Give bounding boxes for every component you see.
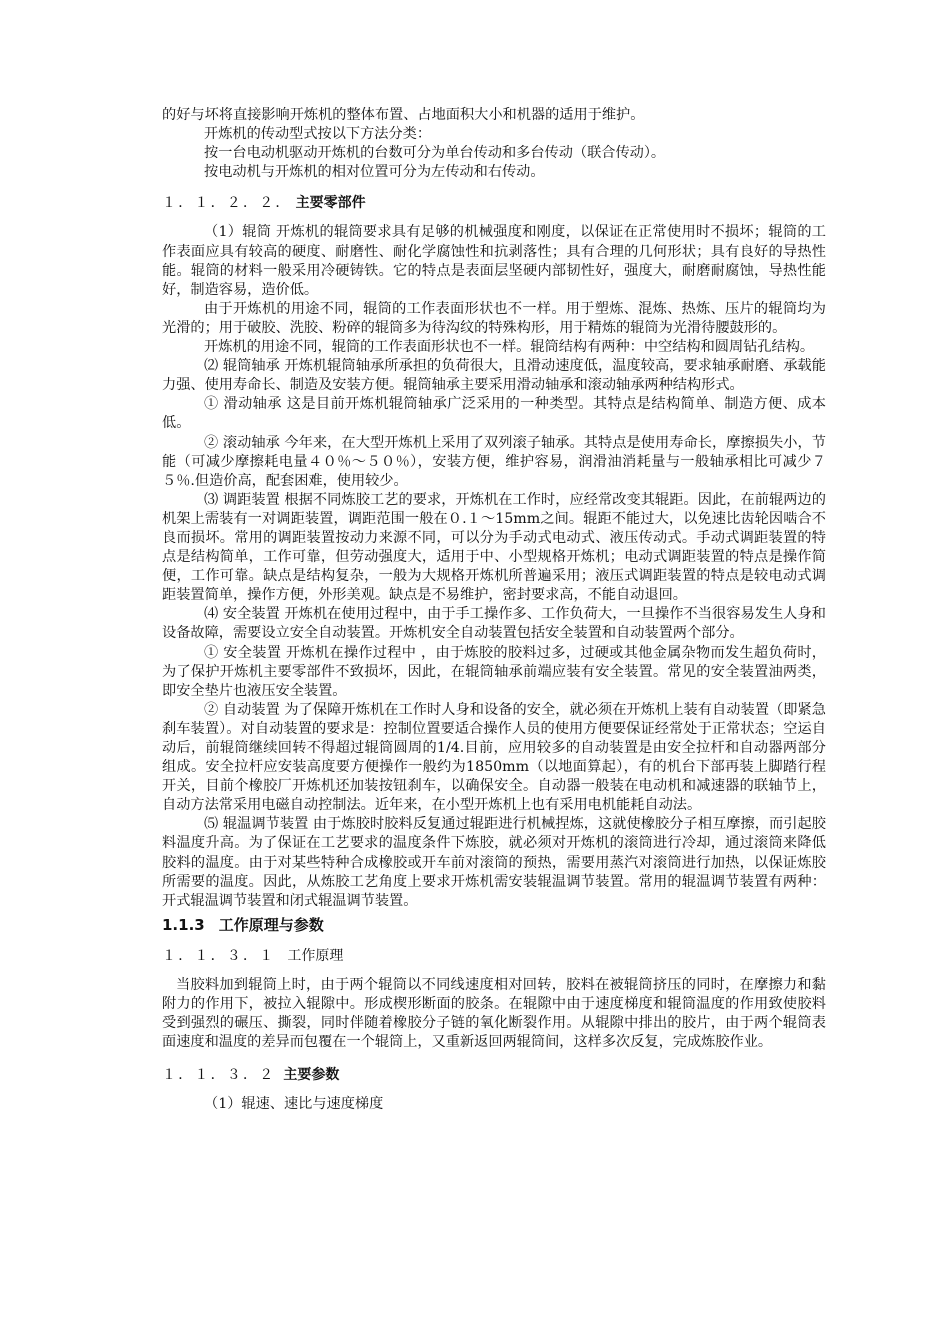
section-heading-1-1-3-2 [162,1066,826,1085]
paragraph: ⑶ 调距装置 根据不同炼胶工艺的要求，开炼机在工作时，应经常改变其辊距。因此，在前辊两边的机架上需装有一对调距装置，调距范围一般在０.１～15mm之间。辊距不能过大，以免速比齿轮因啮合不良而损坏。常用的调距装置按动力来源不同，可以分为手动式电动式、液压传动式。手动式调距装置的特点是结构简单，工作可靠，但劳动强度大，适用于中、小型规格开炼机；电动式调距装置的特点是操作简便，工作可靠。缺点是结构复杂，一般为大规格开炼机所普遍采用；液压式调距装置的特点是较电动式调距装置简单，操作方便，外形美观。缺点是不易维护，密封要求高，不能自动退回。 [162,491,826,604]
paragraph: ① 安全装置 开炼机在操作过程中 ，由于炼胶的胶料过多，过硬或其他金属杂物而发生超负荷时，为了保护开炼机主要零部件不致损坏，因此，在辊筒轴承前端应装有安全装置。常见的安全装置油两类，即安全垫片也液压安全装置。 [162,644,826,699]
paragraph: 开炼机的传动型式按以下方法分类： [204,126,432,143]
section-number: 1.1.3 [162,915,205,934]
paragraph: （1）辊速、速比与速度梯度 [204,1096,384,1113]
section-title: 工作原理与参数 [218,915,324,934]
section-heading-1-1-2-2 [162,194,826,213]
paragraph: 由于开炼机的用途不同，辊筒的工作表面形状也不一样。用于塑炼、混炼、热炼、压片的辊筒均为光滑的；用于破胶、洗胶、粉碎的辊筒多为待沟纹的特殊构形，用于精炼的辊筒为光滑待腰鼓形的。 [162,300,826,336]
paragraph: 按一台电动机驱动开炼机的台数可分为单台传动和多台传动（联合传动）。 [204,145,666,162]
section-title: 主要参数 [283,1067,340,1084]
section-number: １．１．３．２ [162,1067,276,1084]
paragraph: ② 自动装置 为了保障开炼机在工作时人身和设备的安全，就必须在开炼机上装有自动装置（即紧急刹车装置）。对自动装置的要求是：控制位置要适合操作人员的使用方便要保证经常处于正常状态；空运自动后，前辊筒继续回转不得超过辊筒圆周的1/4.目前，应用较多的自动装置是由安全拉杆和自动器两部分组成。安全拉杆应安装高度要方便操作一般约为1850mm（以地面算起），有的机台下部再装上脚踏行程开关，目前个橡胶厂开炼机还加装按钮刹车，以确保安全。自动器一般装在电动机和减速器的联轴节上，自动方法常采用电磁自动控制法。近年来，在小型开炼机上也有采用电机能耗自动法。 [162,701,826,814]
section-number: １．１．２．２． [162,195,292,212]
paragraph: ⑷ 安全装置 开炼机在使用过程中，由于手工操作多、工作负荷大，一旦操作不当很容易发生人身和设备故障，需要设立安全自动装置。开炼机安全自动装置包括安全装置和自动装置两个部分。 [162,606,826,642]
section-heading-1-1-3 [162,915,826,935]
paragraph: 的好与坏将直接影响开炼机的整体布置、占地面积大小和机器的适用于维护。 [162,107,645,123]
section-heading-1-1-3-1 [162,947,826,966]
paragraph: ⑵ 辊筒轴承 开炼机辊筒轴承所承担的负荷很大，且滑动速度低，温度较高，要求轴承耐磨、承载能力强、使用寿命长、制造及安装方便。辊筒轴承主要采用滑动轴承和滚动轴承两种结构形式。 [162,358,826,394]
paragraph: （1）辊筒 开炼机的辊筒要求具有足够的机械强度和刚度，以保证在正常使用时不损坏；辊筒的工作表面应具有较高的硬度、耐磨性、耐化学腐蚀性和抗剥落性；具有合理的几何形状；具有良好的导热性能。辊筒的材料一般采用冷硬铸铁。它的特点是表面层坚硬内部韧性好，强度大，耐磨耐腐蚀，导热性能好，制造容易，造价低。 [162,224,826,298]
section-title: 主要零部件 [295,195,366,212]
paragraph: 当胶料加到辊筒上时，由于两个辊筒以不同线速度相对回转，胶料在被辊筒挤压的同时，在摩擦力和黏附力的作用下，被拉入辊隙中。形成楔形断面的胶条。在辊隙中由于速度梯度和辊筒温度的作用致使胶料受到强烈的碾压、撕裂，同时伴随着橡胶分子链的氧化断裂作用。从辊隙中排出的胶片，由于两个辊筒表面速度和温度的差异而包覆在一个辊筒上，又重新返回两辊筒间，这样多次反复，完成炼胶作业。 [162,976,826,1051]
paragraph: ① 滑动轴承 这是目前开炼机辊筒轴承广泛采用的一种类型。其特点是结构简单、制造方便、成本低。 [162,396,826,432]
paragraph: 开炼机的用途不同，辊筒的工作表面形状也不一样。辊筒结构有两种：中空结构和圆周钻孔结构。 [204,339,815,356]
paragraph: 按电动机与开炼机的相对位置可分为左传动和右传动。 [204,164,545,181]
paragraph: ② 滚动轴承 今年来，在大型开炼机上采用了双列滚子轴承。其特点是使用寿命长，摩擦损失小，节能（可减少摩擦耗电量４０％～５０％），安装方便，维护容易，润滑油消耗量与一般轴承相比可减少７５％.但造价高，配套困难，使用较少。 [162,434,826,489]
paragraph: ⑸ 辊温调节装置 由于炼胶时胶料反复通过辊距进行机械捏炼，这就使橡胶分子相互摩擦，而引起胶料温度升高。为了保证在工艺要求的温度条件下炼胶，就必须对开炼机的滚筒进行冷却，通过滚筒来降低胶料的温度。由于对某些特种合成橡胶或开车前对滚筒的预热，需要用蒸汽对滚筒进行加热，以保证炼胶所需要的温度。因此，从炼胶工艺角度上要求开炼机需安装辊温调节装置。常用的辊温调节装置有两种：开式辊温调节装置和闭式辊温调节装置。 [162,816,826,909]
section-title: 工作原理 [287,947,344,964]
section-number: １．１．３．１ [162,947,276,964]
